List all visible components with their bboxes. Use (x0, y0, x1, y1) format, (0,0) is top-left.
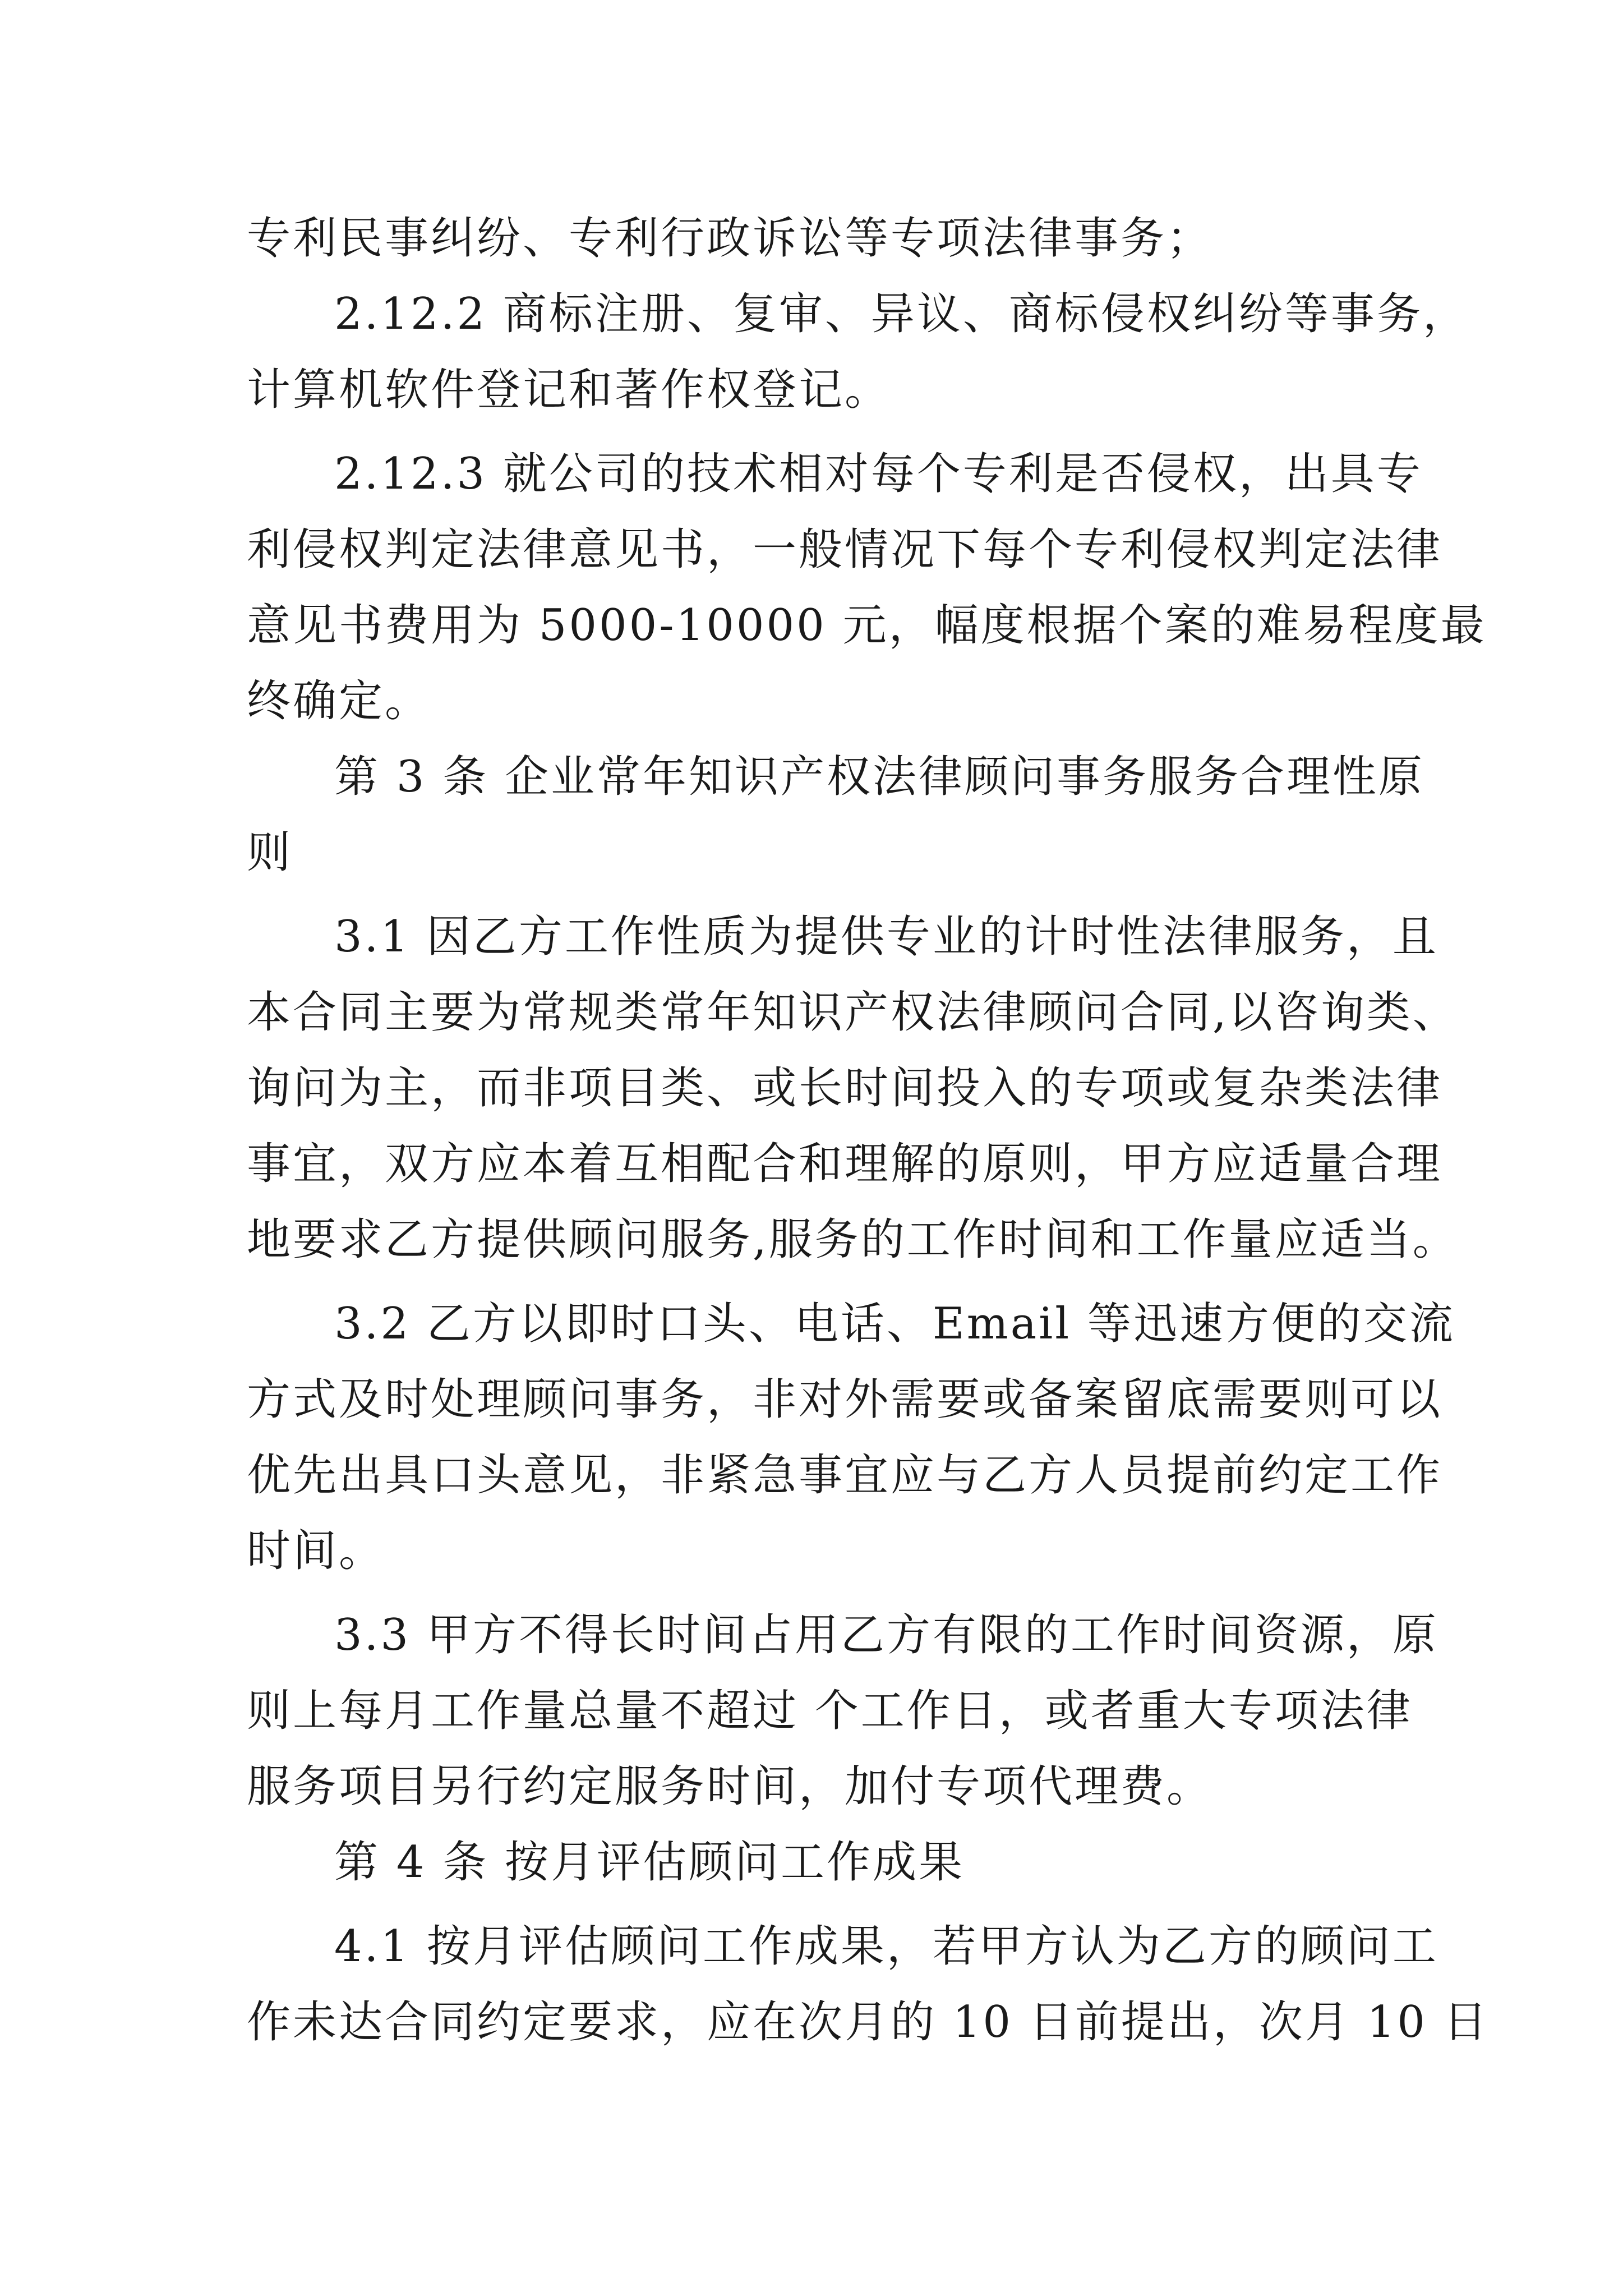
text-line: 则上每月工作量总量不超过 个工作日，或者重大专项法律 (247, 1686, 1413, 1736)
text-line: 终确定。 (247, 676, 431, 726)
text-line: 3.3 甲方不得长时间占用乙方有限的工作时间资源，原 (334, 1610, 1438, 1660)
text-line: 专利民事纠纷、专利行政诉讼等专项法律事务； (247, 213, 1213, 264)
text-line: 本合同主要为常规类常年知识产权法律顾问合同,以咨询类、 (247, 987, 1459, 1038)
text-line: 2.12.2 商标注册、复审、异议、商标侵权纠纷等事务， (334, 289, 1469, 339)
text-line: 询问为主，而非项目类、或长时间投入的专项或复杂类法律 (247, 1063, 1443, 1114)
text-line: 作未达合同约定要求，应在次月的 10 日前提出，次月 10 日 (247, 1997, 1490, 2047)
text-line: 4.1 按月评估顾问工作成果，若甲方认为乙方的顾问工 (334, 1921, 1438, 1972)
text-line: 地要求乙方提供顾问服务,服务的工作时间和工作量应适当。 (247, 1214, 1459, 1265)
text-line: 事宜，双方应本着互相配合和理解的原则，甲方应适量合理 (247, 1139, 1443, 1189)
text-line: 2.12.3 就公司的技术相对每个专利是否侵权，出具专 (334, 449, 1423, 499)
text-line: 服务项目另行约定服务时间，加付专项代理费。 (247, 1761, 1213, 1812)
text-line: 利侵权判定法律意见书，一般情况下每个专利侵权判定法律 (247, 524, 1443, 575)
text-line: 计算机软件登记和著作权登记。 (247, 365, 891, 415)
section-heading: 第 4 条 按月评估顾问工作成果 (334, 1837, 965, 1888)
text-line: 时间。 (247, 1526, 385, 1576)
text-line: 优先出具口头意见，非紧急事宜应与乙方人员提前约定工作 (247, 1450, 1443, 1501)
text-line: 3.2 乙方以即时口头、电话、Email 等迅速方便的交流 (334, 1299, 1455, 1349)
section-heading: 则 (247, 827, 293, 878)
text-line: 意见书费用为 5000-10000 元，幅度根据个案的难易程度最 (247, 600, 1487, 651)
text-line: 3.1 因乙方工作性质为提供专业的计时性法律服务，且 (334, 912, 1438, 962)
text-line: 方式及时处理顾问事务，非对外需要或备案留底需要则可以 (247, 1374, 1443, 1425)
section-heading: 第 3 条 企业常年知识产权法律顾问事务服务合理性原 (334, 752, 1425, 802)
